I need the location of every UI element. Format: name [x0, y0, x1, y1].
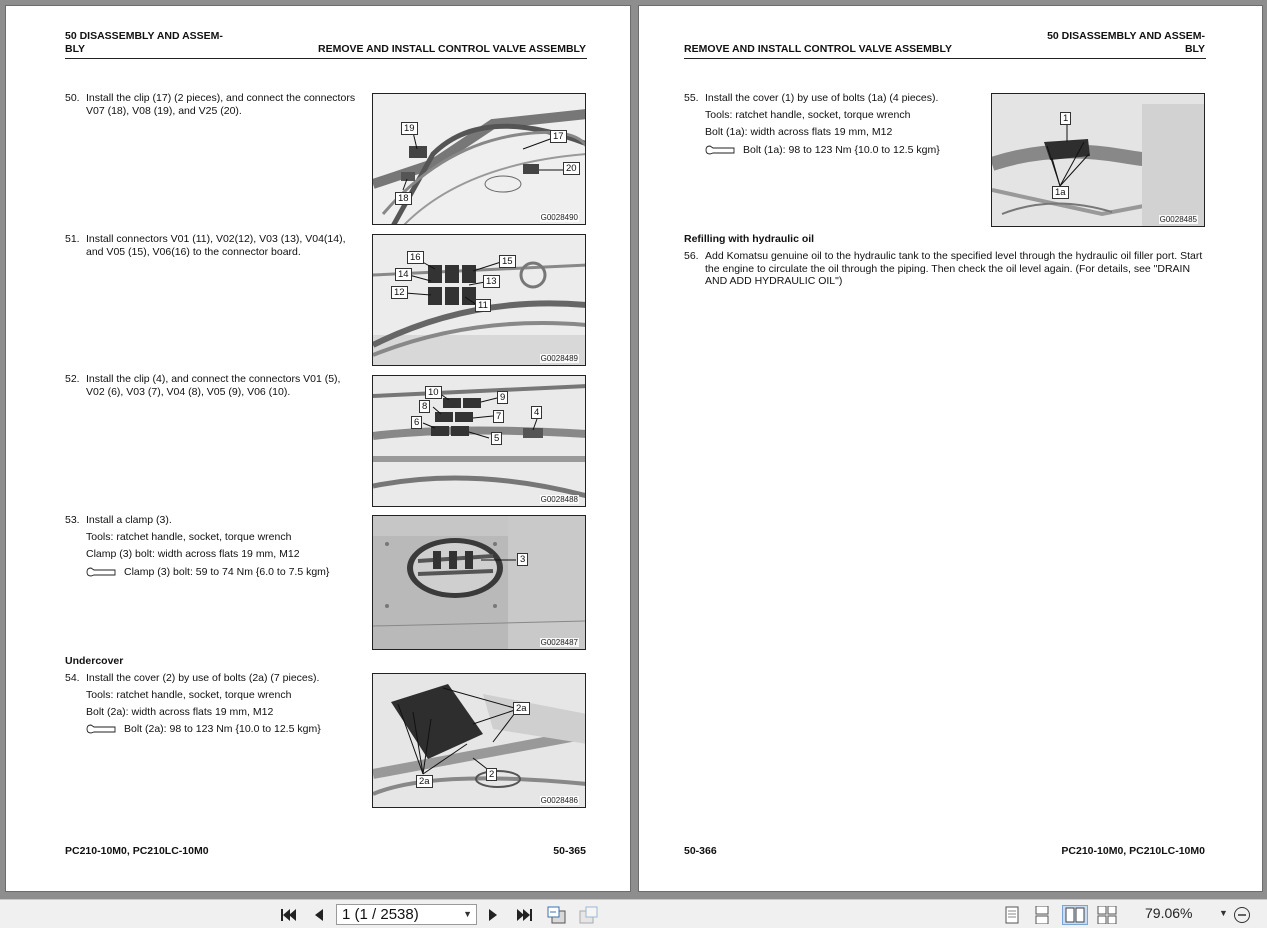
tools-text: Tools: ratchet handle, socket, torque wrench — [86, 689, 292, 701]
next-page-icon[interactable] — [484, 905, 504, 925]
header-section-line: BLY — [65, 42, 86, 55]
torque-spec — [86, 566, 329, 579]
header-section-line: 50 DISASSEMBLY AND ASSEM- — [65, 30, 223, 42]
step-text-line: AND ADD HYDRAULIC OIL") — [705, 275, 843, 287]
prev-view-icon[interactable] — [545, 905, 569, 925]
callout-label: 9 — [497, 391, 508, 404]
step-number: 56. — [684, 250, 699, 262]
header-section — [65, 30, 223, 55]
callout-label: 11 — [475, 299, 491, 312]
callout-label: 3 — [517, 553, 528, 566]
torque-spec — [705, 144, 940, 157]
step-number: 51. — [65, 233, 80, 245]
header-rule — [684, 58, 1206, 59]
continuous-facing-icon[interactable] — [1096, 905, 1118, 925]
torque-wrench-icon — [86, 724, 116, 734]
step-text-line: Install connectors V01 (11), V02(12), V03 (13), V04(14), — [86, 233, 346, 245]
step-text-line: Install the cover (1) by use of bolts (1a) (4 pieces). — [705, 92, 939, 104]
figure-code: G0028487 — [540, 638, 578, 647]
step-text-line: V02 (6), V03 (7), V04 (8), V05 (9), V06 (10). — [86, 385, 291, 398]
torque-text: Bolt (1a): 98 to 123 Nm {10.0 to 12.5 kgm} — [743, 144, 940, 156]
bolt-spec-text: Bolt (1a): width across flats 19 mm, M12 — [705, 126, 893, 138]
step-text-line: Install the clip (4), and connect the connectors V01 (5), — [86, 373, 341, 385]
step-number: 52. — [65, 373, 80, 385]
step-number: 54. — [65, 672, 80, 684]
tools-text: Tools: ratchet handle, socket, torque wrench — [705, 109, 911, 121]
callout-label: 1a — [1052, 186, 1069, 199]
page-number-select[interactable] — [336, 904, 477, 925]
bolt-spec-text: Clamp (3) bolt: width across flats 19 mm, M12 — [86, 548, 300, 560]
callout-label: 20 — [563, 162, 580, 175]
zoom-out-icon[interactable] — [1232, 905, 1252, 925]
bolt-spec-text: Bolt (2a): width across flats 19 mm, M12 — [86, 706, 274, 718]
facing-icon[interactable] — [1062, 905, 1088, 925]
zoom-level[interactable]: 79.06% — [1145, 905, 1193, 921]
torque-wrench-icon — [705, 145, 735, 155]
figure-step-52 — [372, 375, 586, 507]
header-section — [1047, 30, 1205, 55]
last-page-icon[interactable] — [513, 905, 537, 925]
figure-step-53 — [372, 515, 586, 650]
figure-step-50 — [372, 93, 586, 225]
callout-label: 8 — [419, 400, 430, 413]
section-title-undercover: Undercover — [65, 655, 124, 667]
header-rule — [65, 58, 587, 59]
step-text-line: V07 (18), V08 (19), and V25 (20). — [86, 104, 242, 117]
figure-step-51 — [372, 234, 586, 366]
viewer-toolbar — [0, 899, 1267, 928]
callout-label: 10 — [425, 386, 442, 399]
document-page-right — [638, 5, 1263, 892]
single-page-icon[interactable] — [1001, 905, 1023, 925]
torque-text: Bolt (2a): 98 to 123 Nm {10.0 to 12.5 kgm} — [124, 723, 321, 735]
first-page-icon[interactable] — [277, 905, 299, 925]
step-number: 55. — [684, 92, 699, 104]
continuous-icon[interactable] — [1031, 905, 1053, 925]
prev-page-icon[interactable] — [308, 905, 328, 925]
header-title: REMOVE AND INSTALL CONTROL VALVE ASSEMBLY — [318, 43, 586, 55]
figure-code: G0028490 — [540, 213, 578, 222]
page-indicator-text: 1 (1 / 2538) — [342, 906, 419, 923]
next-view-icon[interactable] — [577, 905, 601, 925]
callout-label: 13 — [483, 275, 500, 288]
footer-page-number: 50-366 — [684, 845, 717, 857]
callout-label: 19 — [401, 122, 418, 135]
step-text-line: Add Komatsu genuine oil to the hydraulic tank to the specified level through the hydraulic oil filler port. Start — [705, 250, 1203, 262]
figure-code: G0028486 — [540, 796, 578, 805]
callout-label: 14 — [395, 268, 412, 281]
figure-code: G0028488 — [540, 495, 578, 504]
step-text-line: Install a clamp (3). — [86, 514, 172, 526]
figure-code: G0028485 — [1159, 215, 1197, 224]
step-number: 53. — [65, 514, 80, 526]
header-section-line: 50 DISASSEMBLY AND ASSEM- — [1047, 30, 1205, 42]
chevron-down-icon[interactable]: ▼ — [1219, 908, 1228, 918]
footer-model: PC210-10M0, PC210LC-10M0 — [1061, 845, 1205, 857]
step-text-line: and V05 (15), V06(16) to the connector board. — [86, 245, 301, 258]
step-text-line: Install the cover (2) by use of bolts (2a) (7 pieces). — [86, 672, 320, 684]
tools-text: Tools: ratchet handle, socket, torque wrench — [86, 531, 292, 543]
callout-label: 15 — [499, 255, 516, 268]
step-number: 50. — [65, 92, 80, 104]
callout-label: 16 — [407, 251, 424, 264]
footer-model: PC210-10M0, PC210LC-10M0 — [65, 845, 209, 857]
step-text-line: Install the clip (17) (2 pieces), and connect the connectors — [86, 92, 356, 104]
figure-step-55 — [991, 93, 1205, 227]
callout-label: 7 — [493, 410, 504, 423]
torque-wrench-icon — [86, 567, 116, 577]
torque-text: Clamp (3) bolt: 59 to 74 Nm {6.0 to 7.5 kgm} — [124, 566, 330, 578]
callout-label: 2 — [486, 768, 497, 781]
header-title: REMOVE AND INSTALL CONTROL VALVE ASSEMBLY — [684, 43, 952, 55]
callout-label: 2a — [416, 775, 433, 788]
document-page-left — [5, 5, 631, 892]
header-section-line: BLY — [1184, 42, 1205, 55]
step-text-line: the engine to circulate the oil through the piping. Then check the oil level again. (For details, see "DRAIN — [705, 262, 1191, 275]
torque-spec — [86, 723, 321, 736]
callout-label: 18 — [395, 192, 412, 205]
callout-label: 2a — [513, 702, 530, 715]
callout-label: 4 — [531, 406, 542, 419]
callout-label: 1 — [1060, 112, 1071, 125]
figure-step-54 — [372, 673, 586, 808]
section-title-refill: Refilling with hydraulic oil — [684, 233, 815, 245]
callout-label: 6 — [411, 416, 422, 429]
callout-label: 12 — [391, 286, 408, 299]
callout-label: 5 — [491, 432, 502, 445]
figure-code: G0028489 — [540, 354, 578, 363]
chevron-down-icon: ▼ — [463, 909, 472, 919]
callout-label: 17 — [550, 130, 567, 143]
footer-page-number: 50-365 — [553, 845, 586, 857]
